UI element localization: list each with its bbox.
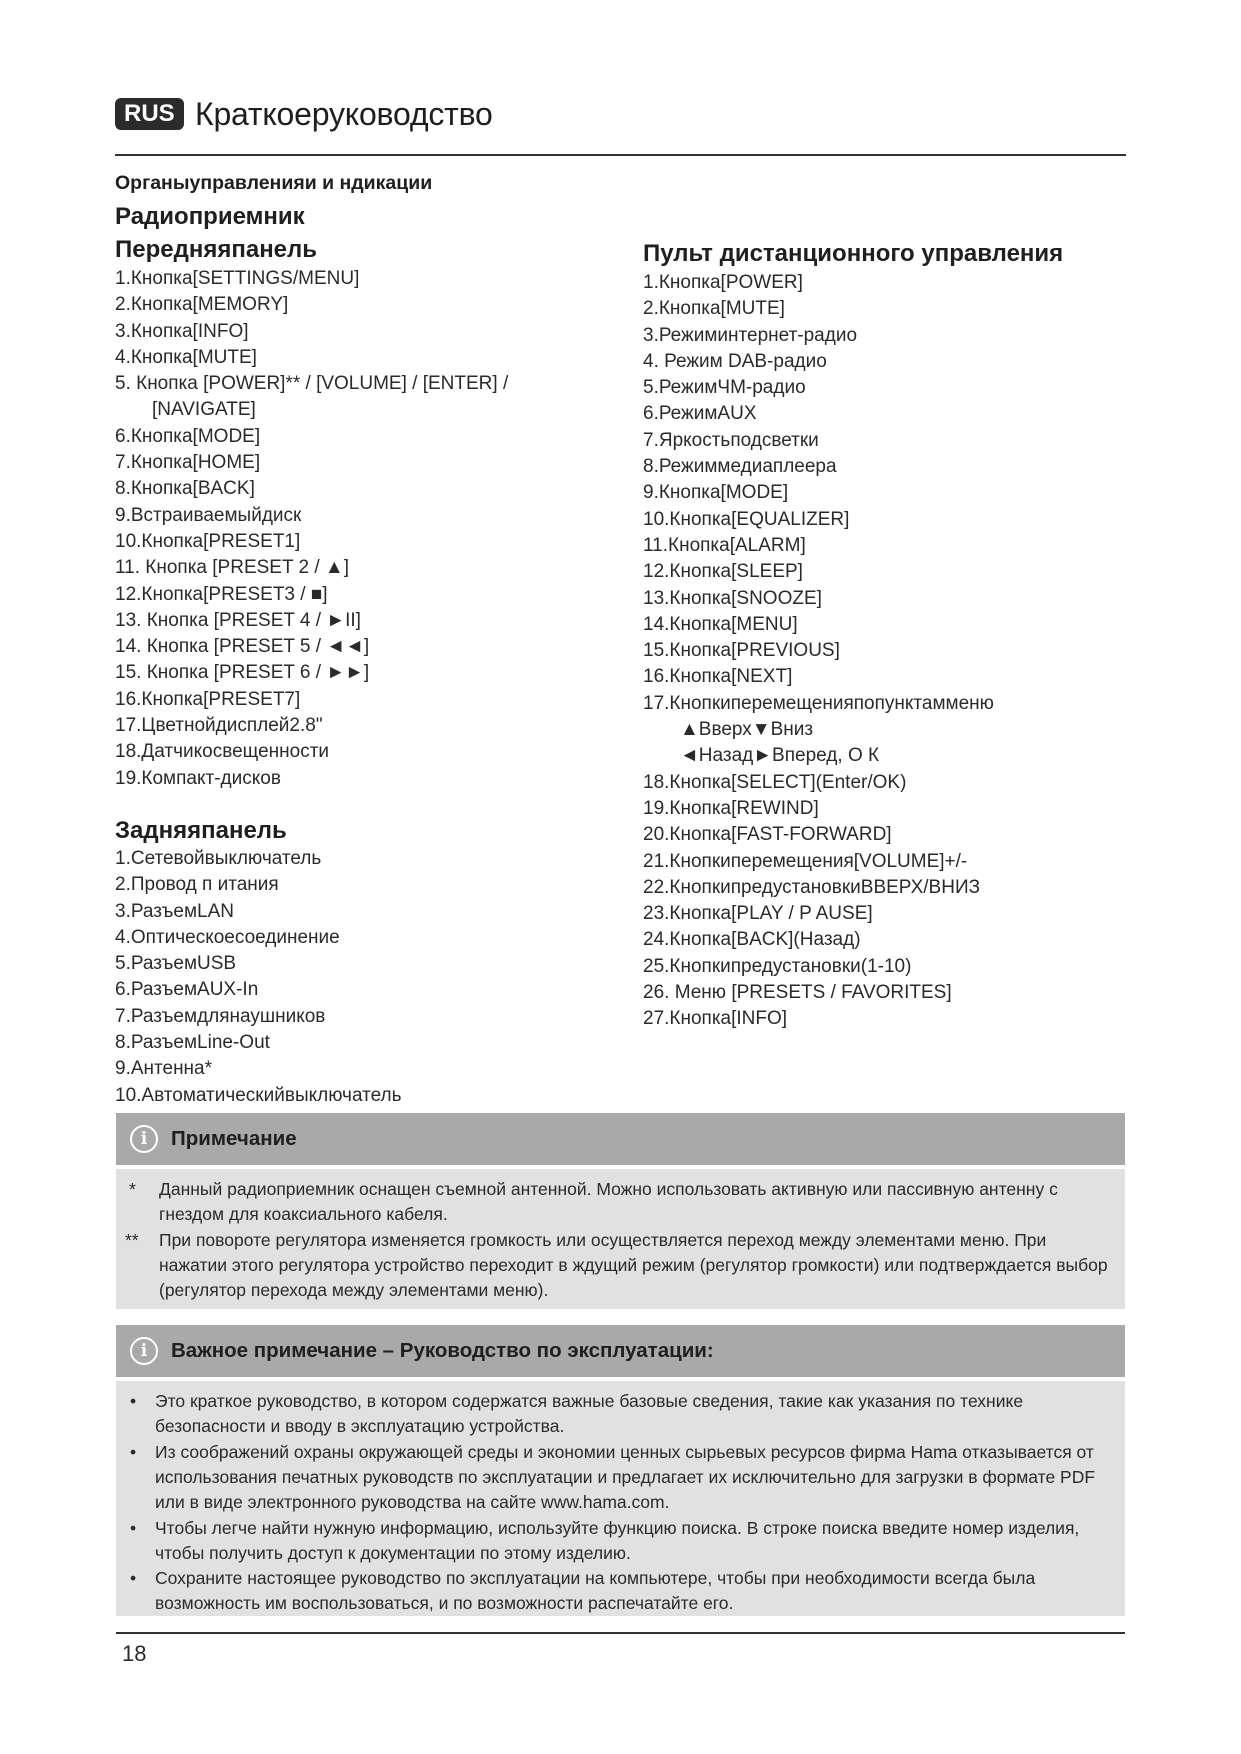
list-item: 15.Кнопка[PREVIOUS] — [643, 640, 840, 662]
important-box-body — [116, 1381, 1125, 1616]
list-item: 2.Кнопка[MEMORY] — [115, 294, 289, 316]
rear-panel-list — [115, 846, 402, 1109]
note-item: ** При повороте регулятора изменяется громкость или осуществляется переход между элементами меню. При нажатии этого регулятора устройство переходит в ждущий режим (регулятор громкости) или подтверждается выбор (регулятор перехода между элементами меню). — [125, 1230, 1108, 1300]
note-item: * Данный радиоприемник оснащен съемной антенной. Можно использовать активную или пассивную антенну с гнездом для коаксиального кабеля. — [129, 1179, 1058, 1224]
list-item: 4. Режим DAB-радио — [643, 350, 827, 372]
list-item: ▲Вверх▼Вниз — [680, 719, 814, 741]
list-item: 22.КнопкипредустановкиВВЕРХ/ВНИЗ — [643, 876, 981, 898]
list-item: 1.Кнопка[POWER] — [643, 272, 803, 293]
list-item: 10.Автоматическийвыключатель — [115, 1084, 402, 1106]
list-item: 17.Цветнойдисплей2.8" — [115, 715, 323, 737]
list-item: 5.РежимЧМ-радио — [643, 377, 806, 399]
list-item: 8.РазъемLine-Out — [115, 1032, 270, 1054]
front-panel-title: Передняяпанель — [115, 236, 318, 263]
list-item: 13.Кнопка[SNOOZE] — [643, 587, 822, 609]
bullet-item: • Сохраните настоящее руководство по эксплуатации на компьютере, чтобы при необходимости всегда была возможность им воспользоваться, и по возможности распечатайте его. — [130, 1568, 1036, 1613]
list-item: 3.Режиминтернет-радио — [643, 324, 858, 346]
list-item: 9.Антенна* — [115, 1058, 213, 1080]
list-item: 8.Кнопка[BACK] — [115, 478, 255, 500]
info-icon: i — [130, 1337, 158, 1365]
footer-divider — [116, 1632, 1125, 1634]
list-item: 9.Встраиваемыйдиск — [115, 504, 302, 526]
list-item: 4.Оптическоесоединение — [115, 926, 340, 948]
list-item: 7.Кнопка[HOME] — [115, 452, 261, 474]
list-item: 13. Кнопка [PRESET 4 / ►II] — [115, 609, 361, 631]
front-panel-list — [115, 266, 508, 792]
list-item: 10.Кнопка[PRESET1] — [115, 530, 301, 552]
list-item: 26. Меню [PRESETS / FAVORITES] — [643, 982, 952, 1004]
list-item: 5. Кнопка [POWER]** / [VOLUME] / [ENTER] / — [115, 373, 509, 395]
list-item: 14.Кнопка[MENU] — [643, 613, 798, 635]
list-item: 23.Кнопка[PLAY / P AUSE] — [643, 903, 873, 925]
list-item: 6.РежимAUX — [643, 403, 757, 425]
list-item: 27.Кнопка[INFO] — [643, 1008, 788, 1030]
list-item: 11.Кнопка[ALARM] — [643, 534, 806, 556]
remote-list — [643, 270, 994, 1033]
note-box-header — [116, 1113, 1125, 1165]
remote-title: Пульт дистанционного управления — [643, 240, 1064, 267]
list-item: 20.Кнопка[FAST-FORWARD] — [643, 824, 892, 846]
list-item: 1.Сетевойвыключатель — [115, 848, 322, 869]
list-item: [NAVIGATE] — [152, 399, 256, 421]
list-item: 16.Кнопка[PRESET7] — [115, 688, 301, 710]
list-item: 2.Провод п итания — [115, 874, 279, 896]
list-item: 14. Кнопка [PRESET 5 / ◄◄] — [115, 636, 370, 658]
list-item: 18.Кнопка[SELECT](Enter/OK) — [643, 771, 907, 793]
bullet-item: • Это краткое руководство, в котором содержатся важные базовые сведения, такие как указания по технике безопасности и вводу в эксплуатацию устройства. — [130, 1391, 1024, 1436]
list-item: 25.Кнопкипредустановки(1-10) — [643, 955, 912, 977]
list-item: 24.Кнопка[BACK](Назад) — [643, 929, 861, 951]
section-title: Органыуправленияи и ндикации — [115, 172, 433, 194]
important-box-header — [116, 1325, 1125, 1377]
list-item: 16.Кнопка[NEXT] — [643, 666, 793, 688]
list-item: 11. Кнопка [PRESET 2 / ▲] — [115, 557, 349, 579]
list-item: 8.Режиммедиаплеера — [643, 456, 837, 478]
list-item: 9.Кнопка[MODE] — [643, 482, 789, 504]
list-item: 12.Кнопка[PRESET3 / ■] — [115, 583, 328, 605]
list-item: 7.Разъемдлянаушников — [115, 1005, 326, 1027]
radio-title: Радиоприемник — [115, 203, 305, 230]
bullet-item: • Чтобы легче найти нужную информацию, используйте функцию поиска. В строке поиска введите номер изделия, чтобы получить доступ к документации по этому изделию. — [130, 1518, 1080, 1563]
list-item: 7.Яркостьподсветки — [643, 429, 819, 451]
list-item: 5.РазъемUSB — [115, 953, 237, 975]
page-title: Краткоеруководство — [195, 96, 493, 132]
list-item: 15. Кнопка [PRESET 6 / ►►] — [115, 662, 370, 684]
page-number: 18 — [122, 1641, 147, 1666]
bullet-item: • Из соображений охраны окружающей среды и экономии ценных сырьевых ресурсов фирма Hama отказывается от использования печатных руководств по эксплуатации и предлагает их исключительно для загрузки в формате PDF или в виде электронного руководства на сайте www.hama.com. — [130, 1442, 1096, 1512]
info-icon: i — [130, 1125, 158, 1153]
list-item: 19.Кнопка[REWIND] — [643, 797, 819, 819]
important-box-title: Важное примечание – Руководство по эксплуатации: — [171, 1339, 714, 1362]
list-item: 4.Кнопка[MUTE] — [115, 346, 257, 368]
list-item: 19.Компакт-дисков — [115, 767, 281, 789]
language-badge: RUS — [115, 98, 184, 130]
list-item: ◄Назад►Вперед, О К — [680, 745, 880, 767]
note-box-body — [116, 1169, 1125, 1309]
list-item: 21.Кнопкиперемещения[VOLUME]+/- — [643, 850, 968, 872]
list-item: 18.Датчикосвещенности — [115, 741, 330, 763]
list-item: 3.РазъемLAN — [115, 900, 235, 922]
note-box-title: Примечание — [171, 1127, 297, 1150]
rear-panel-title: Задняяпанель — [115, 817, 287, 844]
list-item: 6.Кнопка[MODE] — [115, 425, 261, 447]
list-item: 10.Кнопка[EQUALIZER] — [643, 508, 850, 530]
list-item: 1.Кнопка[SETTINGS/MENU] — [115, 268, 360, 289]
list-item: 2.Кнопка[MUTE] — [643, 298, 785, 320]
list-item: 6.РазъемAUX-In — [115, 979, 259, 1001]
list-item: 3.Кнопка[INFO] — [115, 320, 249, 342]
list-item: 17.Кнопкиперемещенияпопунктамменю — [643, 692, 994, 714]
page-header — [115, 96, 1126, 156]
list-item: 12.Кнопка[SLEEP] — [643, 561, 803, 583]
